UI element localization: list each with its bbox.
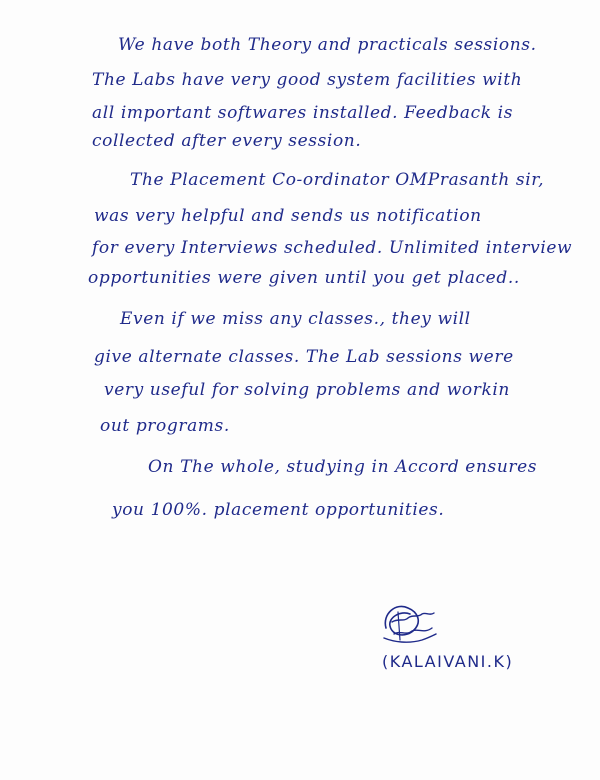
note-line: was very helpful and sends us notification xyxy=(94,206,482,226)
note-line: you 100%. placement opportunities. xyxy=(112,500,445,520)
note-line: On The whole, studying in Accord ensures xyxy=(148,457,538,477)
note-line: out programs. xyxy=(100,416,230,436)
note-line: Even if we miss any classes., they will xyxy=(120,309,471,329)
note-line: We have both Theory and practicals sessions. xyxy=(118,35,537,55)
note-line: for every Interviews scheduled. Unlimited interview xyxy=(92,238,573,258)
note-line: The Labs have very good system facilities with xyxy=(92,70,523,90)
note-line: all important softwares installed. Feedback is xyxy=(92,103,514,123)
note-line: collected after every session. xyxy=(92,131,362,151)
note-line: opportunities were given until you get placed.. xyxy=(88,268,520,288)
note-line: give alternate classes. The Lab sessions were xyxy=(94,347,514,367)
signature-mark xyxy=(378,600,440,646)
note-line: very useful for solving problems and workin xyxy=(104,380,510,400)
signature-name: (KALAIVANI.K) xyxy=(382,652,514,671)
note-line: The Placement Co-ordinator OMPrasanth sir, xyxy=(130,170,545,190)
